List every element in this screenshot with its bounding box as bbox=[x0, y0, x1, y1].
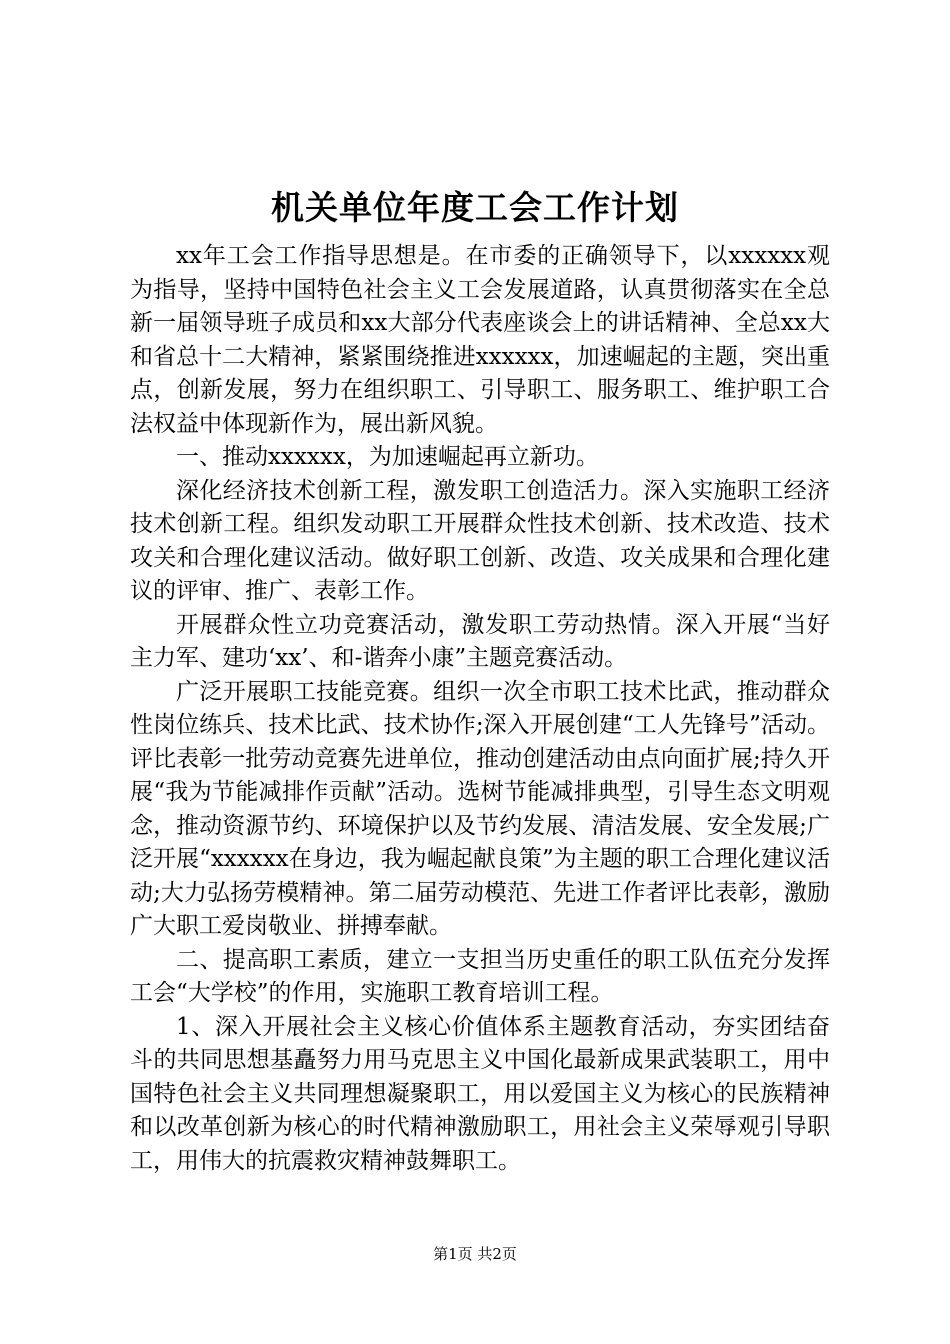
document-body bbox=[130, 240, 830, 1178]
page-number: 第1页 共2页 bbox=[433, 1245, 517, 1263]
paragraph-education: 1、深入开展社会主义核心价值体系主题教育活动，夯实团结奋斗的共同思想基矗努力用马克思主义中国化最新成果武装职工，用中国特色社会主义共同理想凝聚职工，用以爱国主义为核心的民族精神和以改革创新为核心的时代精神激励职工，用社会主义荣辱观引导职工，用伟大的抗震救灾精神鼓舞职工。 bbox=[130, 1013, 830, 1174]
paragraph-innovation: 深化经济技术创新工程，激发职工创造活力。深入实施职工经济技术创新工程。组织发动职工开展群众性技术创新、技术改造、技术攻关和合理化建议活动。做好职工创新、改造、攻关成果和合理化建议的评审、推广、表彰工作。 bbox=[130, 477, 830, 604]
document-title: 机关单位年度工会工作计划 bbox=[271, 188, 679, 227]
paragraph-competition: 开展群众性立功竞赛活动，激发职工劳动热情。深入开展“当好主力军、建功‘xx’、和-谐奔小康”主题竞赛活动。 bbox=[130, 611, 830, 671]
paragraph-skills: 广泛开展职工技能竞赛。组织一次全市职工技术比武，推动群众性岗位练兵、技术比武、技术协作;深入开展创建“工人先锋号”活动。评比表彰一批劳动竞赛先进单位，推动创建活动由点向面扩展;持久开展“我为节能减排作贡献”活动。选树节能减排典型，引导生态文明观念，推动资源节约、环境保护以及节约发展、清洁发展、安全发展;广泛开展“xxxxxx在身边，我为崛起献良策”为主题的职工合理化建议活动;大力弘扬劳模精神。第二届劳动模范、先进工作者评比表彰，激励广大职工爱岗敬业、拼搏奉献。 bbox=[130, 678, 830, 939]
section-heading-2: 二、提高职工素质，建立一支担当历史重任的职工队伍充分发挥工会“大学校”的作用，实施职工教育培训工程。 bbox=[130, 946, 830, 1006]
paragraph-guiding-ideology: xx年工会工作指导思想是。在市委的正确领导下，以xxxxxx观为指导，坚持中国特色社会主义工会发展道路，认真贯彻落实在全总新一届领导班子成员和xx大部分代表座谈会上的讲话精神、全总xx大和省总十二大精神，紧紧围绕推进xxxxxx，加速崛起的主题，突出重点，创新发展，努力在组织职工、引导职工、服务职工、维护职工合法权益中体现新作为，展出新风貌。 bbox=[130, 243, 830, 437]
section-heading-1: 一、推动xxxxxx，为加速崛起再立新功。 bbox=[176, 444, 599, 470]
